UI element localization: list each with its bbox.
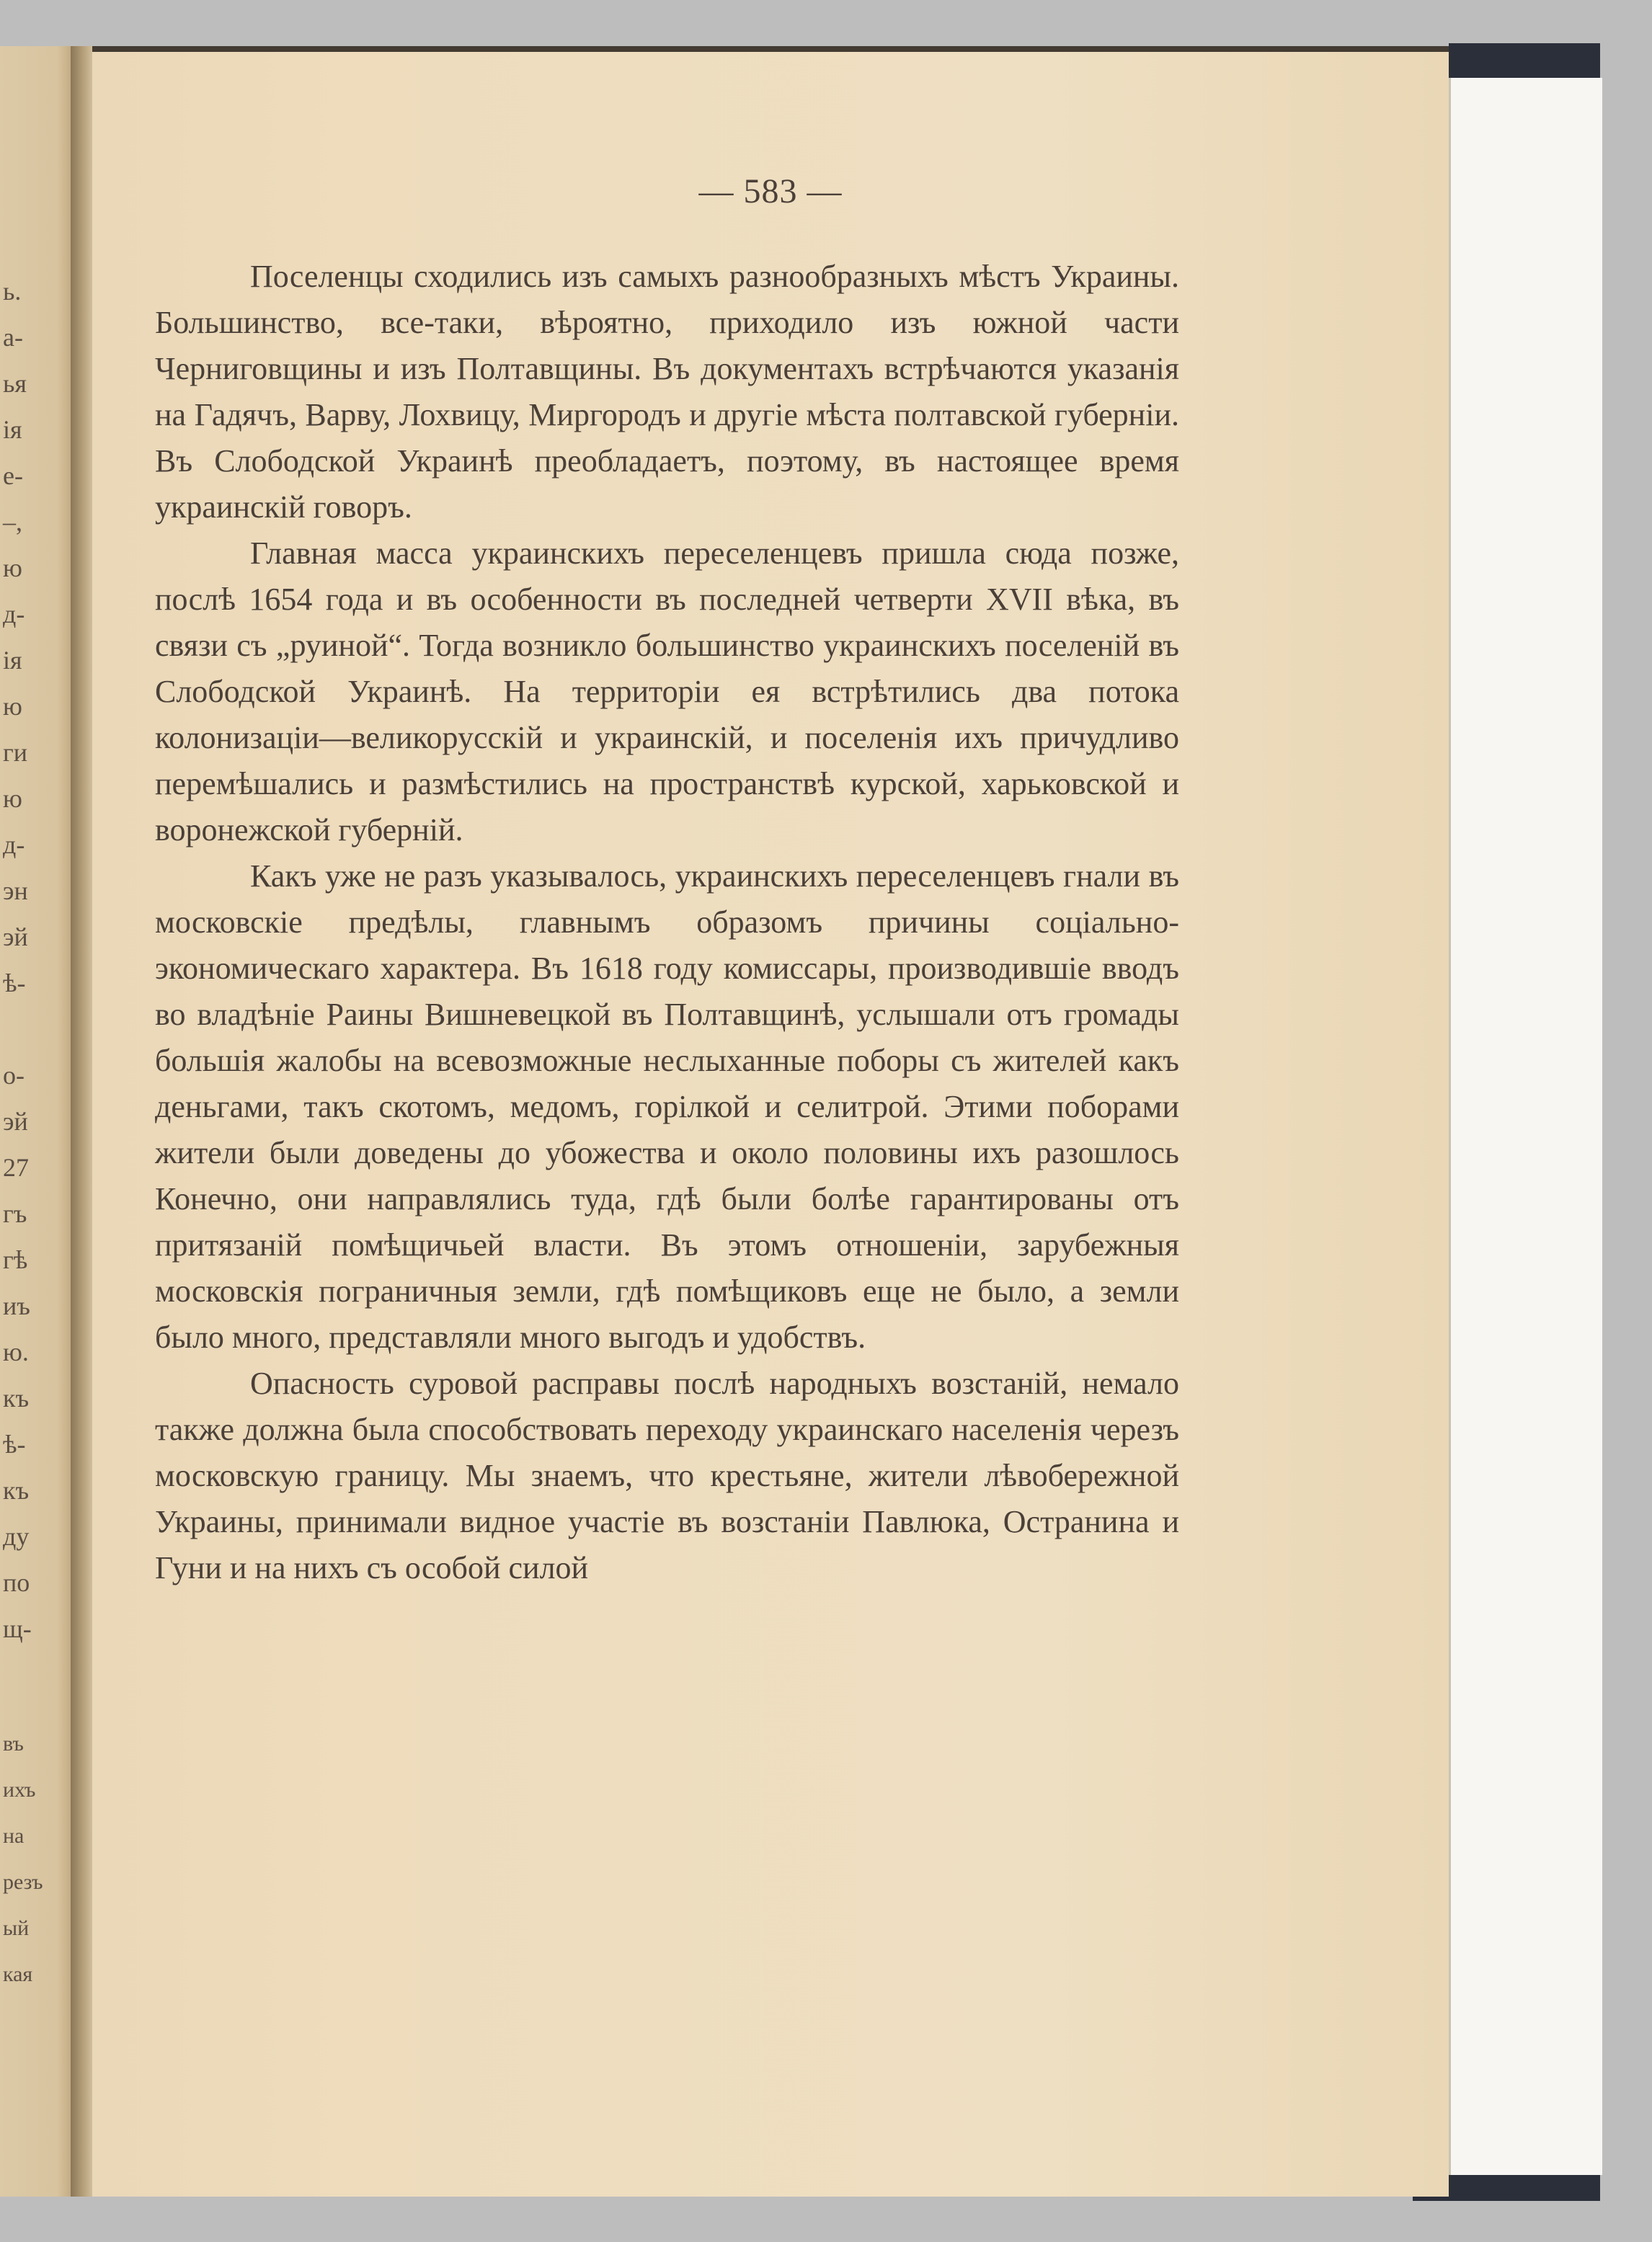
left-page-fragment: д- xyxy=(3,600,25,628)
left-page-fragment: ю xyxy=(3,784,22,813)
left-page-fragment: къ xyxy=(3,1384,30,1413)
left-page-fragment: гѣ xyxy=(3,1245,28,1274)
left-page-fragment: къ xyxy=(3,1476,30,1505)
left-page-fragment: о- xyxy=(3,1061,25,1090)
left-page-fragment: ю. xyxy=(3,1338,29,1366)
left-page-fragment: а- xyxy=(3,323,23,352)
page-number: — 583 — xyxy=(698,172,843,210)
left-page-fragment: ья xyxy=(3,369,27,398)
page-body xyxy=(155,254,1179,1591)
left-page-fragment: ю xyxy=(3,692,22,721)
left-page-fragment: ихъ xyxy=(3,1778,36,1802)
left-page-fragment: ѣ- xyxy=(3,1430,26,1459)
left-page-fragment: кая xyxy=(3,1962,33,1986)
left-page-fragment: ѣ- xyxy=(3,969,26,997)
left-page-fragment: ду xyxy=(3,1522,30,1551)
previous-page-edge xyxy=(0,46,81,2197)
left-page-fragment: гъ xyxy=(3,1199,27,1228)
paragraph: Какъ уже не разъ указывалось, украинскихъ переселенцевъ гнали въ московскіе предѣлы, главнымъ образомъ причины соціально-экономическаго характера. Въ 1618 году комиссары, производившіе вводъ во владѣніе Раины Вишневецкой въ Полтавщинѣ, услышали отъ громады большія жалобы на всевозможные неслыханные поборы съ жителей какъ деньгами, такъ скотомъ, медомъ, горілкой и селитрой. Этими поборами жители были доведены до убожества и около половины ихъ разошлось Конечно, они направлялись туда, гдѣ были болѣе гарантированы отъ притязаній помѣщичьей власти. Въ этомъ отношеніи, зарубежныя московскія пограничныя земли, гдѣ помѣщиковъ еще не было, а земли было много, представляли много выгодъ и удобствъ. xyxy=(155,858,1179,1355)
left-page-fragment: 27 xyxy=(3,1153,29,1182)
left-page-fragment: –, xyxy=(3,507,22,536)
left-page-fragment: ь. xyxy=(3,277,22,306)
book-page xyxy=(92,46,1449,2197)
left-page-fragment: иъ xyxy=(3,1291,30,1320)
left-page-fragment: е- xyxy=(3,461,23,490)
left-page-fragment: по xyxy=(3,1568,30,1597)
binding-edge-top xyxy=(1449,43,1600,78)
left-page-fragment: д- xyxy=(3,830,25,859)
right-margin xyxy=(1449,78,1602,2175)
left-page-fragment: въ xyxy=(3,1732,24,1756)
left-page-fragment: резъ xyxy=(3,1870,43,1894)
left-page-fragment: щ- xyxy=(3,1614,32,1643)
left-page-fragment: ія xyxy=(3,415,22,444)
paragraph: Поселенцы сходились изъ самыхъ разнообразныхъ мѣстъ Украины. Большинство, все-таки, вѣроятно, приходило изъ южной части Черниговщины и изъ Полтавщины. Въ документахъ встрѣчаются указанія на Гадячъ, Варву, Лохвицу, Миргородъ и другіе мѣста полтавской губерніи. Въ Слободской Украинѣ преобладаетъ, поэтому, въ настоящее время украинскій говоръ. xyxy=(155,259,1179,525)
left-page-fragment: ю xyxy=(3,553,22,582)
left-page-fragment: эй xyxy=(3,922,28,951)
left-page-fragment: ги xyxy=(3,738,28,767)
left-page-fragment: на xyxy=(3,1824,25,1848)
paragraph: Главная масса украинскихъ переселенцевъ пришла сюда позже, послѣ 1654 года и въ особенности въ последней четверти XVII вѣка, въ связи съ „руиной“. Тогда возникло большинство украинскихъ поселеній въ Слободской Украинѣ. На территоріи ея встрѣтились два потока колонизаціи—великорусскій и украинскій, и поселенія ихъ причудливо перемѣшались и размѣстились на пространствѣ курской, харьковской и воронежской губерній. xyxy=(155,535,1179,848)
left-page-fragment: ія xyxy=(3,646,22,675)
left-page-fragment: ый xyxy=(3,1916,30,1940)
paragraph: Опасность суровой расправы послѣ народныхъ возстаній, немало также должна была способствовать переходу украинскаго населенія черезъ московскую границу. Мы знаемъ, что крестьяне, жители лѣвобережной Украины, принимали видное участіе въ возстаніи Павлюка, Остранина и Гуни и на нихъ съ особой силой xyxy=(155,1366,1179,1585)
left-page-fragment: эй xyxy=(3,1107,28,1136)
left-page-fragment: эн xyxy=(3,876,28,905)
